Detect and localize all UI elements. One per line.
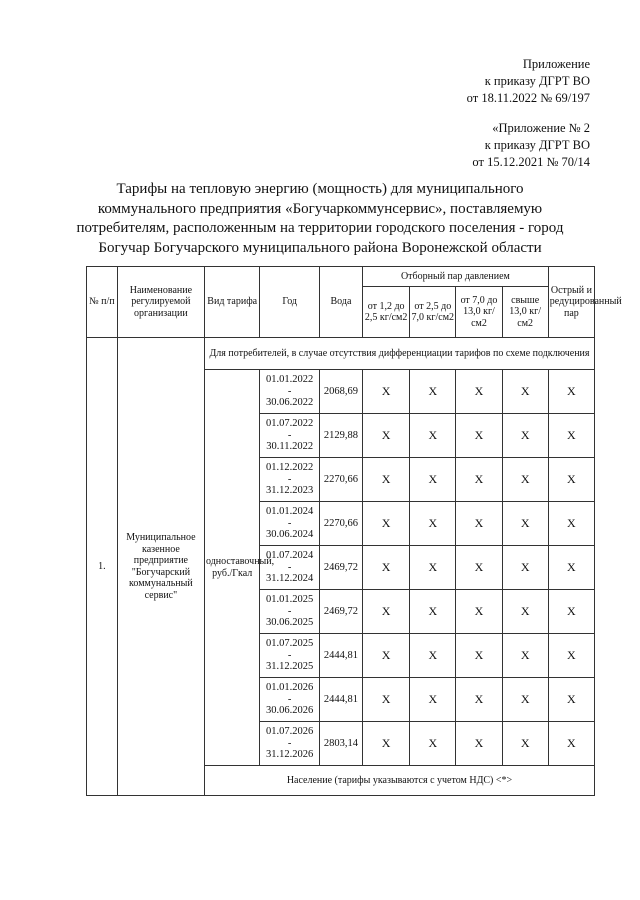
steam-price-s2: X [410, 722, 456, 766]
steam-price-s3: X [456, 590, 502, 634]
period-from: 01.07.2022 [266, 418, 314, 430]
water-price: 2270,66 [319, 458, 362, 502]
period-dash: - [287, 517, 292, 529]
steam-price-s5: X [548, 546, 594, 590]
steam-price-s3: X [456, 722, 502, 766]
organization-name: Муниципальное казенное предприятие "Богучарский коммунальный сервис" [117, 338, 204, 796]
period-dash: - [287, 737, 292, 749]
period-cell [260, 458, 320, 502]
steam-price-s1: X [363, 678, 410, 722]
document-title [40, 180, 600, 258]
header-steam-2: от 2,5 до 7,0 кг/см2 [410, 287, 456, 338]
header-num: № п/п [87, 267, 118, 338]
water-price: 2444,81 [319, 634, 362, 678]
water-price: 2469,72 [319, 590, 362, 634]
header-sharp-steam: Острый и редуцированный пар [548, 267, 594, 338]
steam-price-s1: X [363, 414, 410, 458]
steam-price-s4: X [502, 722, 548, 766]
period-dash: - [287, 561, 292, 573]
period-to: 30.06.2025 [266, 617, 314, 629]
steam-price-s5: X [548, 502, 594, 546]
period-to: 31.12.2026 [266, 749, 314, 761]
water-price: 2444,81 [319, 678, 362, 722]
period-dash: - [287, 473, 292, 485]
title-line: коммунального предприятия «Богучаркоммунсервис», поставляемую [97, 200, 543, 217]
period-from: 01.07.2025 [266, 638, 314, 650]
period-from: 01.07.2026 [266, 726, 314, 738]
period-dash: - [287, 605, 292, 617]
steam-price-s2: X [410, 370, 456, 414]
period-from: 01.01.2026 [266, 682, 314, 694]
period-cell [260, 590, 320, 634]
period-cell [260, 414, 320, 458]
steam-price-s2: X [410, 590, 456, 634]
steam-price-s4: X [502, 546, 548, 590]
steam-price-s2: X [410, 414, 456, 458]
header-steam-group: Отборный пар давлением [363, 267, 549, 287]
steam-price-s2: X [410, 458, 456, 502]
header-steam-3: от 7,0 до 13,0 кг/см2 [456, 287, 502, 338]
tariff-type: одноставочный, руб./Гкал [205, 370, 260, 766]
steam-price-s3: X [456, 414, 502, 458]
steam-price-s3: X [456, 502, 502, 546]
period-from: 01.01.2024 [266, 506, 314, 518]
period-dash: - [287, 649, 292, 661]
steam-price-s5: X [548, 678, 594, 722]
steam-price-s5: X [548, 590, 594, 634]
water-price: 2068,69 [319, 370, 362, 414]
water-price: 2270,66 [319, 502, 362, 546]
period-to: 30.06.2024 [266, 529, 314, 541]
period-to: 31.12.2025 [266, 661, 314, 673]
period-from: 01.07.2024 [266, 550, 314, 562]
steam-price-s2: X [410, 546, 456, 590]
steam-price-s1: X [363, 546, 410, 590]
period-dash: - [287, 693, 292, 705]
steam-price-s1: X [363, 370, 410, 414]
title-line: Тарифы на тепловую энергию (мощность) для муниципального [116, 181, 524, 197]
section-label: Для потребителей, в случае отсутствия дифференциации тарифов по схеме подключения [205, 338, 595, 370]
steam-price-s1: X [363, 590, 410, 634]
period-dash: - [287, 385, 292, 397]
steam-price-s5: X [548, 370, 594, 414]
steam-price-s3: X [456, 678, 502, 722]
period-cell [260, 502, 320, 546]
period-to: 30.11.2022 [266, 441, 314, 453]
steam-price-s4: X [502, 414, 548, 458]
period-cell [260, 634, 320, 678]
appendix-order-date: от 18.11.2022 № 69/197 [466, 91, 590, 105]
period-cell [260, 722, 320, 766]
period-from: 01.01.2022 [266, 374, 314, 386]
water-price: 2129,88 [319, 414, 362, 458]
title-line: потребителям, расположенным на территории городского поселения - город [76, 220, 564, 236]
steam-price-s2: X [410, 678, 456, 722]
water-price: 2803,14 [319, 722, 362, 766]
period-from: 01.12.2022 [266, 462, 314, 474]
period-to: 31.12.2023 [266, 485, 314, 497]
steam-price-s4: X [502, 678, 548, 722]
row-number: 1. [87, 338, 118, 796]
steam-price-s3: X [456, 546, 502, 590]
steam-price-s2: X [410, 502, 456, 546]
appendix-title: Приложение [522, 57, 590, 71]
period-cell [260, 678, 320, 722]
previous-appendix-header [472, 120, 590, 171]
steam-price-s4: X [502, 502, 548, 546]
previous-appendix-order-ref: к приказу ДГРТ ВО [484, 138, 590, 152]
header-steam-1: от 1,2 до 2,5 кг/см2 [363, 287, 410, 338]
tariff-table [86, 266, 622, 796]
period-dash: - [287, 429, 292, 441]
steam-price-s4: X [502, 458, 548, 502]
appendix-header [467, 56, 590, 107]
steam-price-s1: X [363, 502, 410, 546]
steam-price-s3: X [456, 458, 502, 502]
previous-appendix-order-date: от 15.12.2021 № 70/14 [472, 155, 590, 169]
period-from: 01.01.2025 [266, 594, 314, 606]
steam-price-s1: X [363, 722, 410, 766]
header-year: Год [260, 267, 320, 338]
steam-price-s1: X [363, 458, 410, 502]
period-to: 30.06.2022 [266, 397, 314, 409]
steam-price-s2: X [410, 634, 456, 678]
water-price: 2469,72 [319, 546, 362, 590]
steam-price-s5: X [548, 722, 594, 766]
steam-price-s4: X [502, 590, 548, 634]
steam-price-s5: X [548, 458, 594, 502]
period-cell [260, 370, 320, 414]
steam-price-s4: X [502, 370, 548, 414]
header-water: Вода [319, 267, 362, 338]
header-steam-4: свыше 13,0 кг/см2 [502, 287, 548, 338]
steam-price-s5: X [548, 634, 594, 678]
header-org: Наименование регулируемой организации [117, 267, 204, 338]
period-cell [260, 546, 320, 590]
header-tariff-type: Вид тарифа [205, 267, 260, 338]
population-section-label: Население (тарифы указываются с учетом НДС) <*> [205, 766, 595, 796]
steam-price-s3: X [456, 634, 502, 678]
steam-price-s1: X [363, 634, 410, 678]
steam-price-s4: X [502, 634, 548, 678]
appendix-order-ref: к приказу ДГРТ ВО [484, 74, 590, 88]
steam-price-s3: X [456, 370, 502, 414]
period-to: 31.12.2024 [266, 573, 314, 585]
steam-price-s5: X [548, 414, 594, 458]
title-line: Богучар Богучарского муниципального района Воронежской области [98, 239, 542, 256]
previous-appendix-title: «Приложение № 2 [492, 121, 590, 135]
period-to: 30.06.2026 [266, 705, 314, 717]
